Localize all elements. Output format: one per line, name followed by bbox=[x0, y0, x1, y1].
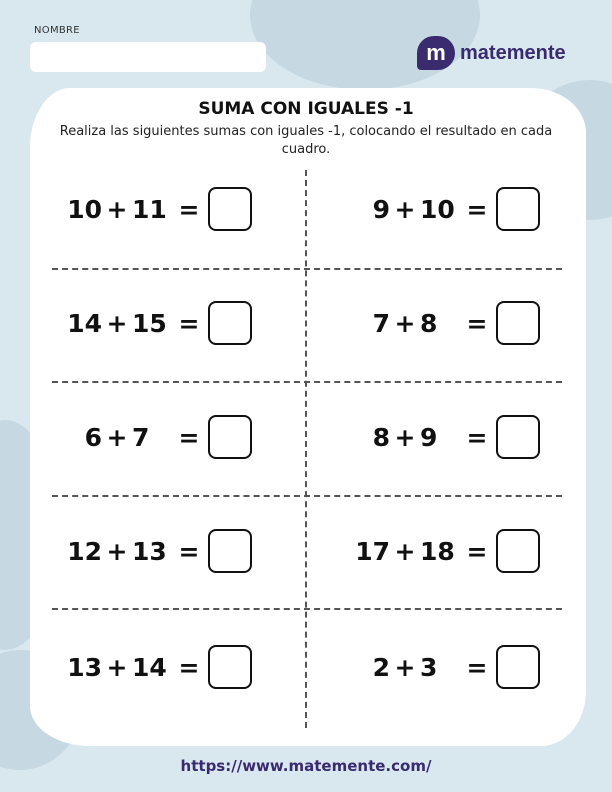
equals-sign: = bbox=[178, 194, 200, 224]
addend: 9 bbox=[372, 194, 390, 224]
addend: 12 bbox=[67, 536, 102, 566]
addend: 10 bbox=[420, 194, 455, 224]
logo-text: matemente bbox=[460, 41, 566, 64]
plus-sign: + bbox=[106, 422, 128, 452]
answer-box[interactable] bbox=[208, 529, 252, 573]
addend: 8 bbox=[372, 422, 390, 452]
addend: 7 bbox=[372, 308, 390, 338]
equals-sign: = bbox=[178, 652, 200, 682]
horizontal-divider bbox=[52, 381, 562, 383]
addend: 15 bbox=[132, 308, 167, 338]
equation bbox=[62, 300, 252, 346]
plus-sign: + bbox=[106, 194, 128, 224]
addend: 2 bbox=[372, 652, 390, 682]
plus-sign: + bbox=[394, 652, 416, 682]
answer-box[interactable] bbox=[496, 415, 540, 459]
addend: 18 bbox=[420, 536, 455, 566]
answer-box[interactable] bbox=[208, 187, 252, 231]
answer-box[interactable] bbox=[208, 415, 252, 459]
plus-sign: + bbox=[106, 536, 128, 566]
addend: 11 bbox=[132, 194, 167, 224]
plus-sign: + bbox=[394, 422, 416, 452]
equals-sign: = bbox=[466, 194, 488, 224]
horizontal-divider bbox=[52, 268, 562, 270]
name-label: NOMBRE bbox=[34, 25, 80, 36]
addend: 17 bbox=[355, 536, 390, 566]
horizontal-divider bbox=[52, 495, 562, 497]
equation bbox=[350, 186, 540, 232]
logo bbox=[417, 36, 566, 70]
addend: 9 bbox=[420, 422, 438, 452]
equation bbox=[62, 528, 252, 574]
equals-sign: = bbox=[466, 536, 488, 566]
answer-box[interactable] bbox=[496, 187, 540, 231]
addend: 6 bbox=[84, 422, 102, 452]
name-input[interactable] bbox=[30, 42, 266, 72]
answer-box[interactable] bbox=[208, 301, 252, 345]
addend: 7 bbox=[132, 422, 150, 452]
equation bbox=[350, 300, 540, 346]
addend: 10 bbox=[67, 194, 102, 224]
answer-box[interactable] bbox=[208, 645, 252, 689]
addend: 13 bbox=[67, 652, 102, 682]
plus-sign: + bbox=[106, 652, 128, 682]
plus-sign: + bbox=[106, 308, 128, 338]
page-title: SUMA CON IGUALES -1 bbox=[198, 99, 414, 119]
equation bbox=[350, 414, 540, 460]
answer-box[interactable] bbox=[496, 645, 540, 689]
answer-box[interactable] bbox=[496, 529, 540, 573]
addend: 3 bbox=[420, 652, 438, 682]
equation bbox=[350, 528, 540, 574]
answer-box[interactable] bbox=[496, 301, 540, 345]
plus-sign: + bbox=[394, 536, 416, 566]
equals-sign: = bbox=[466, 652, 488, 682]
equals-sign: = bbox=[178, 308, 200, 338]
addend: 13 bbox=[132, 536, 167, 566]
vertical-divider bbox=[305, 170, 307, 728]
instructions: Realiza las siguientes sumas con iguales -1, colocando el resultado en cada cuadro. bbox=[59, 124, 553, 157]
footer-link[interactable]: https://www.matemente.com/ bbox=[180, 757, 432, 775]
equals-sign: = bbox=[466, 308, 488, 338]
addend: 14 bbox=[67, 308, 102, 338]
plus-sign: + bbox=[394, 194, 416, 224]
addend: 8 bbox=[420, 308, 438, 338]
equation bbox=[62, 414, 252, 460]
equals-sign: = bbox=[466, 422, 488, 452]
equation bbox=[62, 644, 252, 690]
horizontal-divider bbox=[52, 608, 562, 610]
logo-icon: m bbox=[417, 36, 455, 70]
addend: 14 bbox=[132, 652, 167, 682]
equals-sign: = bbox=[178, 536, 200, 566]
equation bbox=[350, 644, 540, 690]
equation bbox=[62, 186, 252, 232]
equals-sign: = bbox=[178, 422, 200, 452]
plus-sign: + bbox=[394, 308, 416, 338]
